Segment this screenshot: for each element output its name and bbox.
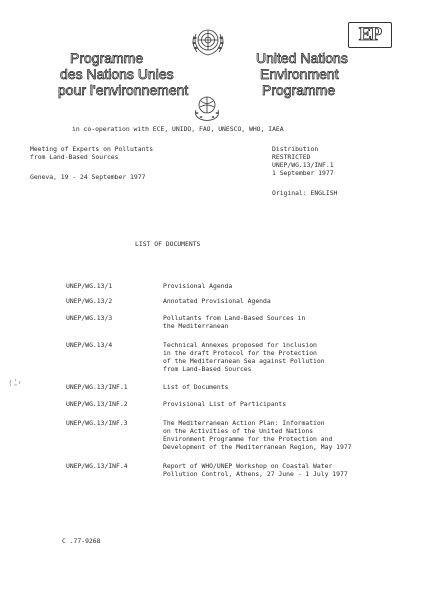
document-title-line: Environment Programme for the Protection and (163, 435, 333, 443)
un-emblem-icon (187, 22, 229, 62)
distribution-line: Distribution (272, 145, 319, 153)
list-title: LIST OF DOCUMENTS (135, 240, 201, 248)
ep-logo-text: EP (358, 24, 382, 45)
document-title-line: Annotated Provisional Agenda (163, 297, 271, 305)
document-title-line: from Land-Based Sources (163, 365, 252, 373)
original-language: Original: ENGLISH (272, 189, 338, 197)
header-english-name (256, 50, 376, 98)
unep-emblem-icon (192, 94, 222, 122)
document-symbol: UNEP/WG.13/INF.4 (66, 462, 128, 470)
header-left-line: Programme (70, 50, 144, 66)
cooperation-line: in co-operation with ECE, UNIDO, FAO, UNESCO, WHO, IAEA (72, 125, 284, 133)
document-symbol: UNEP/WG.13/INF.1 (272, 161, 334, 169)
margin-mark-icon (8, 376, 24, 390)
document-symbol: UNEP/WG.13/INF.2 (66, 400, 128, 408)
header-right-line: Environment (260, 66, 339, 82)
document-title-line: on the Activities of the United Nations (163, 427, 314, 435)
document-title-line: Pollutants from Land-Based Sources in (163, 314, 306, 322)
header-right-line: Programme (262, 82, 336, 98)
document-title-line: in the draft Protocol for the Protection (163, 349, 317, 357)
footer-document-code: C .77-9268 (62, 537, 101, 545)
document-symbol: UNEP/WG.13/2 (66, 297, 113, 305)
header-right-line: United Nations (256, 50, 348, 66)
distribution-date: 1 September 1977 (272, 169, 334, 177)
document-symbol: UNEP/WG.13/3 (66, 314, 113, 322)
document-title-line: the Mediterranean (163, 322, 229, 330)
document-title-line: Report of WHO/UNEP Workshop on Coastal Water (163, 462, 333, 470)
document-symbol: UNEP/WG.13/INF.3 (66, 419, 128, 427)
meeting-title-line: Meeting of Experts on Pollutants (30, 145, 154, 153)
document-title-line: of the Mediterranean Sea against Pollution (163, 357, 325, 365)
header-french-name (58, 50, 190, 98)
document-title-line: Development of the Mediterranean Region, May 1977 (163, 443, 352, 451)
distribution-line: RESTRICTED (272, 153, 311, 161)
document-title-line: Provisional Agenda (163, 282, 233, 290)
meeting-place-date: Geneva, 19 - 24 September 1977 (30, 173, 146, 181)
document-title-line: Pollution Control, Athens, 27 June - 1 July 1977 (163, 470, 348, 478)
document-title-line: List of Documents (163, 383, 229, 391)
meeting-title-line: from Land-Based Sources (30, 153, 119, 161)
header-left-line: pour l'environnement (58, 82, 189, 98)
document-title-line: The Mediterranean Action Plan: Information (163, 419, 325, 427)
document-symbol: UNEP/WG.13/INF.1 (66, 383, 128, 391)
header-left-line: des Nations Unies (60, 66, 174, 82)
document-title-line: Technical Annexes proposed for inclusion (163, 341, 317, 349)
document-symbol: UNEP/WG.13/4 (66, 341, 113, 349)
ep-logo-icon (348, 22, 392, 48)
document-title-line: Provisional List of Participants (163, 400, 287, 408)
document-symbol: UNEP/WG.13/1 (66, 282, 113, 290)
